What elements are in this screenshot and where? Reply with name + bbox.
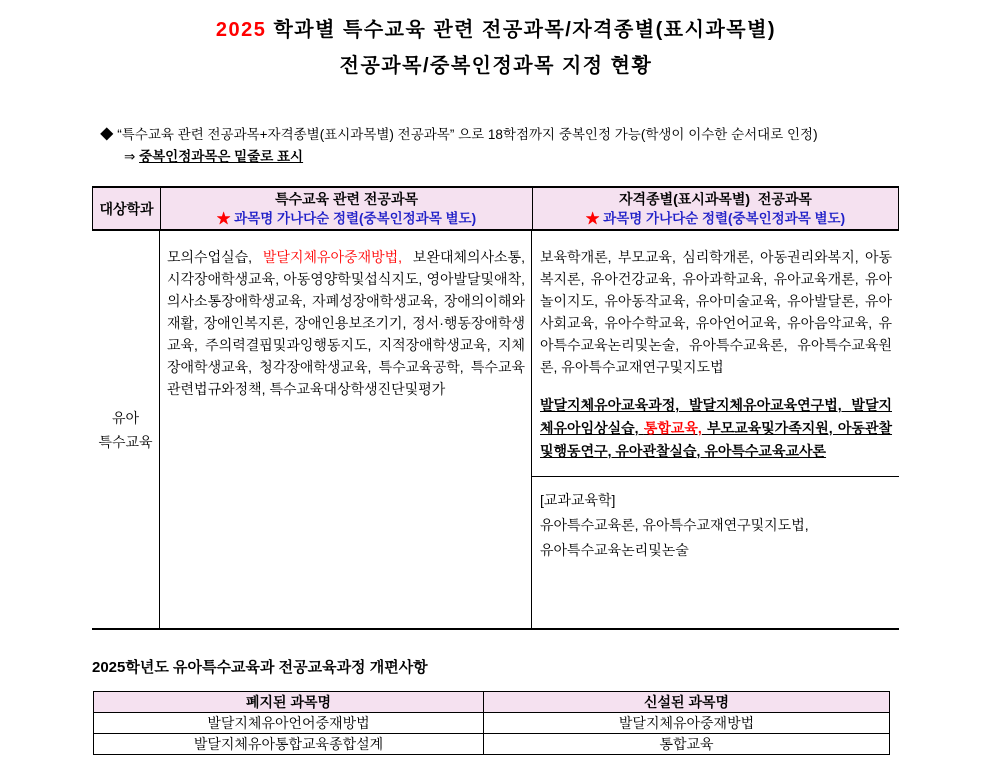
underlined-red-course: 통합교육, — [643, 420, 702, 436]
revision-cell-abolished-2: 발달지체유아통합교육종합설계 — [94, 734, 484, 755]
cell-department — [92, 231, 160, 628]
underlined-part-1: 발달지체유아교육과정, 발달지체유아교육연구법, 발달지체유아임상실습, — [540, 397, 892, 436]
special-courses-text — [167, 246, 525, 400]
pedagogy-line-2: 유아특수교육논리및논술 — [540, 542, 689, 558]
header-special-courses-title: 특수교육 관련 전공과목 — [274, 190, 419, 207]
cell-special-courses — [160, 231, 532, 628]
header-cert-courses-title: 자격종별(표시과목별) 전공과목 — [619, 190, 812, 207]
header-cert-courses-sub — [586, 209, 845, 229]
revision-cell-new-2: 통합교육 — [484, 734, 890, 755]
header-special-courses-sub-text: 과목명 가나다순 정렬(중복인정과목 별도) — [234, 210, 477, 226]
special-courses-part-1: 모의수업실습, — [167, 249, 263, 265]
revision-header-new: 신설된 과목명 — [484, 692, 890, 713]
arrow-icon: ⇒ — [124, 149, 136, 164]
table-row — [94, 734, 890, 755]
revision-cell-abolished-1: 발달지체유아언어중재방법 — [94, 713, 484, 734]
note-block — [100, 124, 992, 168]
note-text: “특수교육 관련 전공과목+자격종별(표시과목별) 전공과목” 으로 18학점까지 중복인정 가능(학생이 이수한 순서대로 인정) — [117, 127, 818, 142]
title-line-1 — [0, 16, 992, 44]
main-table-body-row — [92, 231, 899, 630]
revision-heading: 2025학년도 유아특수교육과 전공교육과정 개편사항 — [92, 659, 428, 676]
star-icon: ★ — [216, 210, 235, 226]
department-line-2: 특수교육 — [98, 433, 153, 450]
revision-header-row — [94, 692, 890, 713]
pedagogy-line-1: 유아특수교육론, 유아특수교재연구및지도법, — [540, 517, 809, 533]
note-line-1 — [100, 124, 992, 146]
header-cert-courses — [533, 188, 898, 229]
header-department: 대상학과 — [93, 188, 161, 229]
revision-table — [93, 691, 890, 755]
main-table — [92, 186, 899, 630]
table-row — [94, 713, 890, 734]
note-emphasis: 중복인정과목은 밑줄로 표시 — [139, 149, 304, 164]
revision-header-abolished: 폐지된 과목명 — [94, 692, 484, 713]
pedagogy-label: [교과교육학] — [540, 492, 616, 508]
department-line-1: 유아 — [111, 409, 140, 426]
header-special-courses-sub — [217, 209, 476, 229]
diamond-bullet-icon: ◆ — [100, 127, 114, 142]
title-year: 2025 — [215, 19, 267, 41]
special-courses-red-course: 발달지체유아중재방법, — [262, 249, 403, 265]
header-special-courses — [161, 188, 533, 229]
pedagogy-block — [540, 488, 892, 563]
star-icon: ★ — [585, 210, 604, 226]
main-table-header — [92, 186, 899, 231]
cell-divider-line — [532, 476, 899, 477]
note-line-2 — [124, 146, 992, 168]
cert-courses-paragraph: 보육학개론, 부모교육, 심리학개론, 아동권리와복지, 아동복지론, 유아건강교육, 유아과학교육, 유아교육개론, 유아놀이지도, 유아동작교육, 유아미술교육, 유아발달론, 유아사회교육, 유아수학교육, 유아언어교육, 유아음악교육, 유아특수교육논리및논술, 유아특수교육론, 유아특수교육원론, 유아특수교재연구및지도법 — [540, 249, 892, 375]
header-cert-courses-sub-text: 과목명 가나다순 정렬(중복인정과목 별도) — [603, 210, 846, 226]
revision-cell-new-1: 발달지체유아중재방법 — [484, 713, 890, 734]
cell-cert-courses — [532, 231, 899, 628]
underlined-part-2: 부모교육및가족지원, 아동관찰및행동연구, 유아관찰실습, 유아특수교육교사론 — [540, 420, 893, 459]
title-line-1-text: 학과별 특수교육 관련 전공과목/자격종별(표시과목별) — [266, 19, 777, 41]
title-line-2: 전공과목/중복인정과목 지정 현황 — [339, 55, 653, 77]
document-title — [0, 16, 992, 80]
special-courses-part-2: 보완대체의사소통, 시각장애학생교육, 아동영양학및섭식지도, 영아발달및애착, 의사소통장애학생교육, 자폐성장애학생교육, 장애의이해와재활, 장애인복지론, 장애인용보조기기, 정서·행동장애학생교육, 주의력결핍및과잉행동지도, 지적장애학생교육, 지체장애학생교육, 청각장애학생교육, 특수교육공학, 특수교육관련법규와정책, 특수교육대상학생진단및평가 — [167, 249, 525, 397]
cert-courses-underlined-block — [540, 394, 892, 463]
